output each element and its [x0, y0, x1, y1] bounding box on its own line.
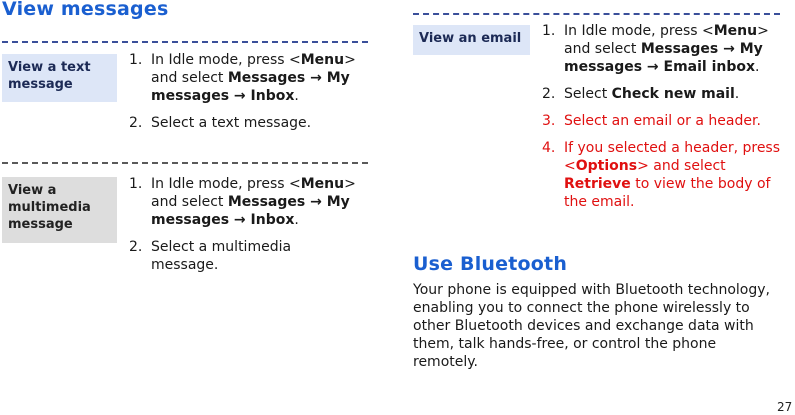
step-item — [542, 112, 785, 130]
section-divider — [2, 41, 368, 43]
step-number: 1. — [542, 23, 556, 39]
bluetooth-description: Your phone is equipped with Bluetooth technology, enabling you to connect the phone wirelessly to other Bluetooth devices and exchange data with them, talk hands-free, or control the phone remotely. — [413, 282, 770, 370]
step-text: In Idle mode, press < — [151, 176, 301, 192]
step-item — [542, 85, 785, 103]
step-text: . — [294, 212, 299, 228]
step-item — [542, 139, 785, 211]
step-text: > and select — [637, 158, 726, 174]
step-item — [129, 175, 359, 229]
step-keyword: Options — [575, 158, 638, 174]
step-text: In Idle mode, press < — [564, 23, 714, 39]
section-divider — [2, 162, 368, 164]
section-title-view-messages: View messages — [2, 0, 169, 20]
steps-text-message — [129, 51, 364, 141]
step-keyword: Menu — [713, 23, 758, 39]
step-number: 1. — [129, 176, 143, 192]
step-item — [129, 51, 364, 105]
subsection-label-email: View an email — [413, 25, 530, 55]
step-keyword: Menu — [300, 52, 345, 68]
step-number: 3. — [542, 113, 556, 129]
step-text: . — [734, 86, 740, 102]
step-number: 4. — [542, 140, 556, 156]
step-number: 1. — [129, 52, 143, 68]
step-text: to view the body of the email. — [564, 176, 771, 210]
step-item — [129, 114, 364, 132]
step-keyword: Messages → My messages → Email inbox — [564, 41, 763, 75]
step-keyword: Retrieve — [564, 176, 631, 192]
step-text: Select an email or a header. — [564, 113, 761, 129]
step-text: > and select — [151, 176, 356, 210]
step-text: If you selected a header, press < — [564, 140, 781, 174]
subsection-label-multimedia-message: View a multimedia message — [2, 177, 117, 243]
step-text: . — [755, 59, 760, 75]
step-keyword: Messages → My messages → Inbox — [151, 194, 350, 228]
step-text: > and select — [151, 52, 356, 86]
page-number: 27 — [777, 400, 793, 414]
step-number: 2. — [542, 86, 556, 102]
step-text: Select a text message. — [151, 115, 312, 131]
step-number: 2. — [129, 239, 143, 255]
step-text: In Idle mode, press < — [151, 52, 301, 68]
step-item — [542, 22, 785, 76]
step-text: Select — [564, 86, 612, 102]
step-number: 2. — [129, 115, 143, 131]
subsection-label-text-message: View a text message — [2, 54, 117, 102]
step-keyword: Messages → My messages → Inbox — [151, 70, 350, 104]
step-keyword: Menu — [300, 176, 345, 192]
section-title-use-bluetooth: Use Bluetooth — [413, 253, 568, 275]
step-text: . — [294, 88, 299, 104]
step-item — [129, 238, 359, 274]
step-keyword: Check new mail — [611, 86, 735, 102]
steps-multimedia-message — [129, 175, 359, 283]
step-text: > and select — [564, 23, 769, 57]
section-divider — [413, 13, 780, 15]
step-text: Select a multimedia message. — [151, 239, 292, 273]
steps-email — [542, 22, 785, 220]
